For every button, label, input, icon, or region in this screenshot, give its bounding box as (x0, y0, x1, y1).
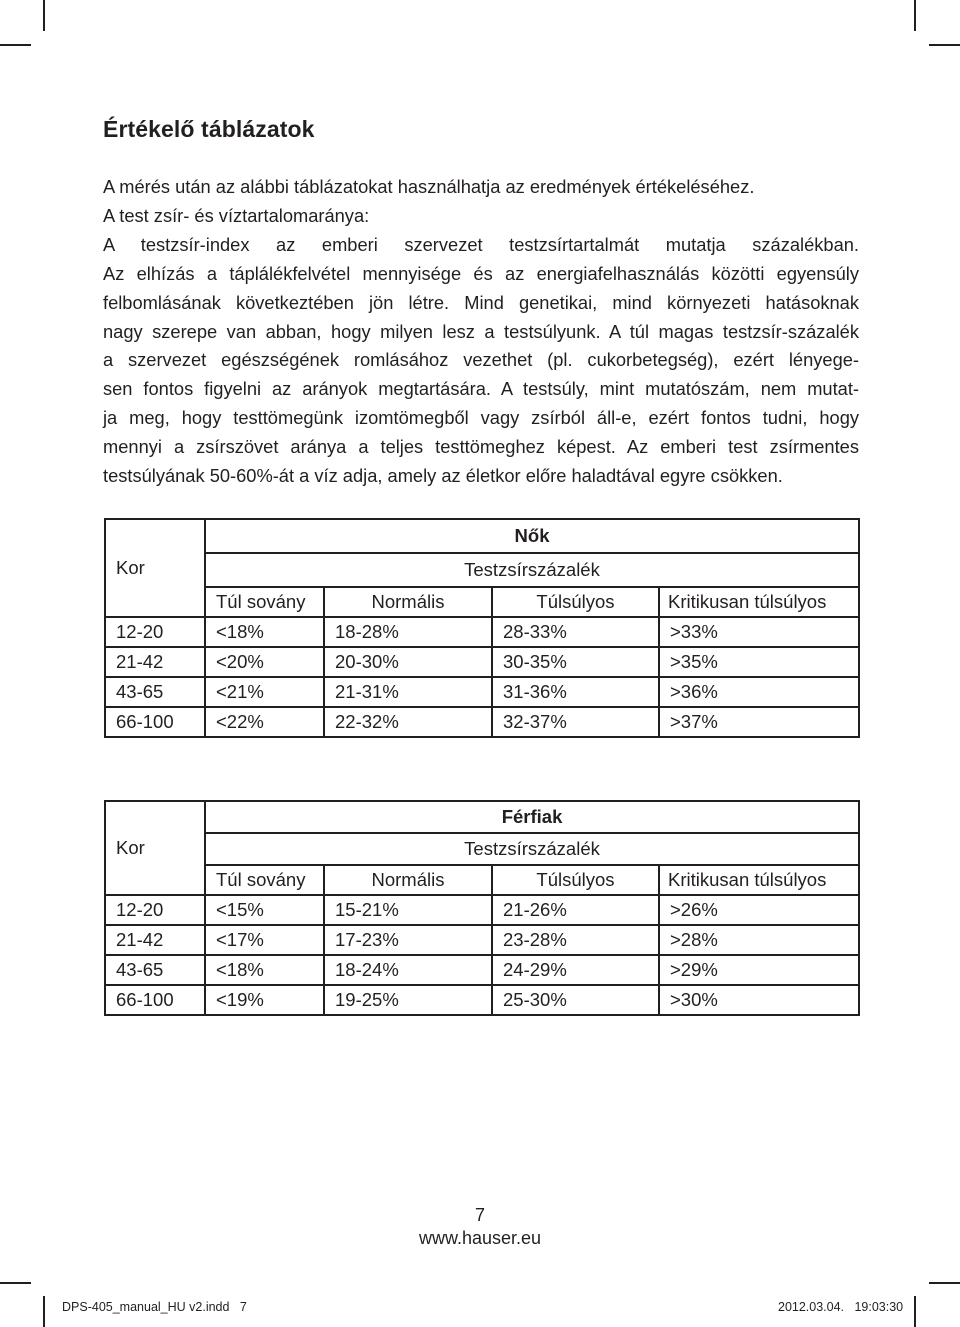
intro-line: mennyi a zsírszövet aránya a teljes testtömeghez képest. Az emberi test zsírmentes (103, 436, 859, 458)
intro-line: Az elhízás a táplálékfelvétel mennyisége és az energiafelhasználás közötti egyensúly (103, 262, 859, 284)
table-cell: 21-31% (324, 677, 492, 707)
column-header: Kritikusan túlsúlyos (659, 865, 859, 895)
table-cell: 28-33% (492, 617, 659, 647)
table-cell: >35% (659, 647, 859, 677)
table-cell: 20-30% (324, 647, 492, 677)
page-title: Értékelő táblázatok (103, 116, 315, 142)
table-cell: <18% (205, 955, 324, 985)
table-cell: >37% (659, 707, 859, 737)
intro-line: nagy szerepe van abban, hogy milyen lesz a testsúlyunk. A túl magas testzsír-százalék (103, 320, 859, 342)
table-cell: 24-29% (492, 955, 659, 985)
intro-line: felbomlásának következtében jön létre. Mind genetikai, mind környezeti hatásoknak (103, 291, 859, 313)
table-cell: 25-30% (492, 985, 659, 1015)
intro-line: a szervezet egészségének romlásához vezethet (pl. cukorbetegség), ezért lényege- (103, 349, 859, 371)
intro-line: testsúlyának 50-60%-át a víz adja, amely az életkor előre haladtával egyre csökken. (103, 465, 783, 487)
slug-timestamp: 2012.03.04. 19:03:30 (778, 1300, 904, 1314)
crop-mark (914, 0, 916, 31)
table-cell: 66-100 (105, 985, 205, 1015)
crop-mark (0, 1282, 31, 1284)
table-row (105, 707, 859, 737)
table-cell: >28% (659, 925, 859, 955)
table-cell: <22% (205, 707, 324, 737)
crop-mark (914, 1296, 916, 1327)
intro-line: A test zsír- és víztartalomaránya: (103, 204, 370, 226)
age-header: Kor (105, 519, 205, 617)
men-bodyfat-table (104, 800, 860, 1016)
intro-line: sen fontos figyelni az arányok megtartására. A testsúly, mint mutatószám, nem mutat- (103, 378, 859, 400)
table-cell: 12-20 (105, 617, 205, 647)
table-cell: 43-65 (105, 677, 205, 707)
crop-mark (43, 0, 45, 31)
table-cell: <20% (205, 647, 324, 677)
slug-filename: DPS-405_manual_HU v2.indd 7 (62, 1300, 247, 1314)
table-row (105, 895, 859, 925)
column-header: Túl sovány (205, 865, 324, 895)
table-cell: <17% (205, 925, 324, 955)
table-cell: >30% (659, 985, 859, 1015)
group-title-men: Férfiak (205, 801, 859, 833)
table-cell: 22-32% (324, 707, 492, 737)
column-header: Túlsúlyos (492, 865, 659, 895)
page-number: 7 (474, 1205, 485, 1225)
website-url: www.hauser.eu (418, 1228, 542, 1248)
age-header: Kor (105, 801, 205, 895)
table-cell: <15% (205, 895, 324, 925)
table-cell: >36% (659, 677, 859, 707)
table-cell: 21-42 (105, 925, 205, 955)
table-cell: 18-24% (324, 955, 492, 985)
table-cell: >26% (659, 895, 859, 925)
table-row (105, 925, 859, 955)
crop-mark (43, 1296, 45, 1327)
table-row (105, 955, 859, 985)
table-cell: <19% (205, 985, 324, 1015)
intro-line: A testzsír-index az emberi szervezet testzsírtartalmát mutatja százalékban. (103, 233, 859, 255)
intro-text (103, 173, 859, 491)
crop-mark (0, 44, 31, 46)
intro-line: ja meg, hogy testtömegünk izomtömegből vagy zsírból áll-e, ezért fontos tudni, hogy (103, 407, 859, 429)
column-header: Túl sovány (205, 587, 324, 617)
table-subtitle: Testzsírszázalék (205, 833, 859, 865)
women-bodyfat-table (104, 518, 860, 738)
table-cell: 18-28% (324, 617, 492, 647)
table-row (105, 985, 859, 1015)
table-cell: 32-37% (492, 707, 659, 737)
table-row (105, 647, 859, 677)
column-header: Normális (324, 865, 492, 895)
table-cell: 21-26% (492, 895, 659, 925)
table-cell: 12-20 (105, 895, 205, 925)
column-header: Túlsúlyos (492, 587, 659, 617)
table-cell: <21% (205, 677, 324, 707)
crop-mark (929, 44, 960, 46)
table-cell: 21-42 (105, 647, 205, 677)
table-cell: >33% (659, 617, 859, 647)
table-cell: 31-36% (492, 677, 659, 707)
table-cell: >29% (659, 955, 859, 985)
column-header: Kritikusan túlsúlyos (659, 587, 859, 617)
table-subtitle: Testzsírszázalék (205, 553, 859, 587)
table-cell: 19-25% (324, 985, 492, 1015)
table-row (105, 617, 859, 647)
table-cell: 23-28% (492, 925, 659, 955)
table-row (105, 677, 859, 707)
table-cell: 30-35% (492, 647, 659, 677)
table-cell: <18% (205, 617, 324, 647)
table-cell: 43-65 (105, 955, 205, 985)
group-title-women: Nők (205, 519, 859, 553)
crop-mark (929, 1282, 960, 1284)
table-cell: 17-23% (324, 925, 492, 955)
intro-line: A mérés után az alábbi táblázatokat használhatja az eredmények értékeléséhez. (103, 176, 755, 197)
column-header: Normális (324, 587, 492, 617)
table-cell: 15-21% (324, 895, 492, 925)
table-cell: 66-100 (105, 707, 205, 737)
